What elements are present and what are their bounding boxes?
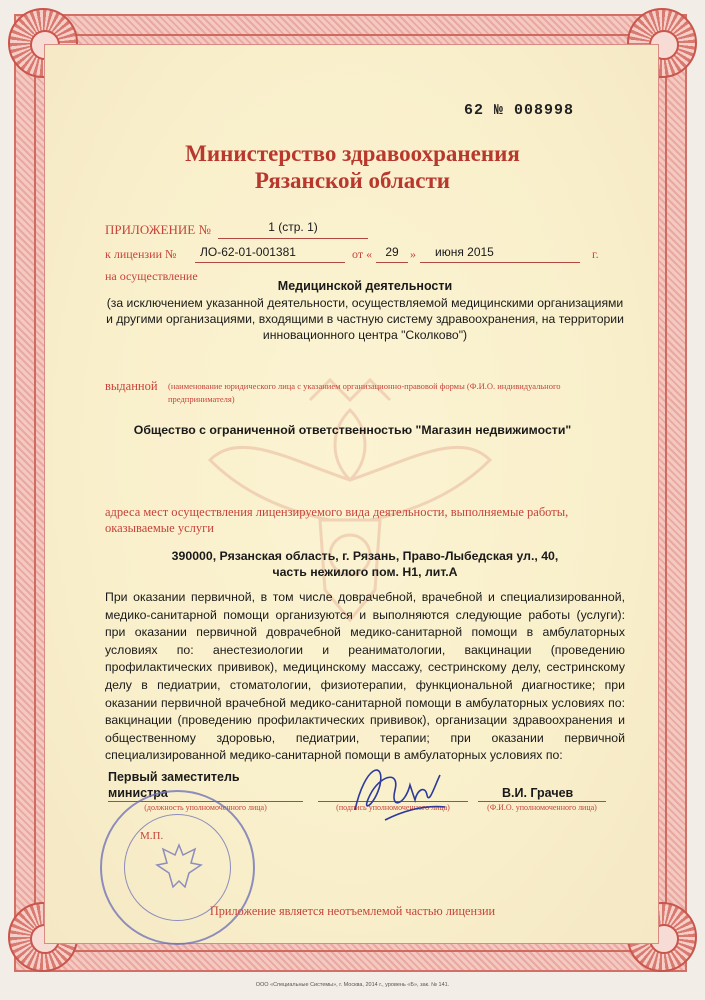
organization-name: Общество с ограниченной ответственностью "Магазин недвижимости" bbox=[133, 423, 572, 437]
activity-note: (за исключением указанной деятельности, осуществляемой медицинскими организациями и другими организациями, входящими в частную систему здравоохранения, на территории инновационного центра "Сколково") bbox=[106, 296, 624, 342]
activity-label: на осуществление bbox=[105, 269, 198, 283]
signer-position-line2: министра bbox=[108, 786, 168, 800]
signature-caption: (подпись уполномоченного лица) bbox=[336, 803, 450, 812]
ministry-title-line1: Министерство здравоохранения bbox=[185, 141, 520, 166]
date-day-close: » bbox=[410, 247, 416, 261]
position-caption: (должность уполномоченного лица) bbox=[144, 803, 267, 812]
day-underline bbox=[376, 262, 408, 263]
name-caption: (Ф.И.О. уполномоченного лица) bbox=[487, 803, 597, 812]
license-label: к лицензии № bbox=[105, 247, 177, 261]
serial-number: 62 № 008998 bbox=[464, 102, 575, 119]
address-line2: часть нежилого пом. Н1, лит.А bbox=[272, 565, 458, 579]
appendix-underline bbox=[218, 238, 368, 239]
date-from-label: от « bbox=[352, 247, 373, 261]
printer-footer: ООО «Специальные Системы», г. Москва, 2014 г., уровень «Б», зак. № 141. bbox=[255, 982, 450, 988]
signer-position-line1: Первый заместитель bbox=[108, 770, 240, 784]
signer-name: В.И. Грачев bbox=[502, 786, 574, 800]
appendix-note: Приложение является неотъемлемой частью лицензии bbox=[209, 904, 496, 918]
name-underline bbox=[478, 801, 606, 802]
address-line1: 390000, Рязанская область, г. Рязань, Право-Лыбедская ул., 40, bbox=[171, 549, 559, 563]
signature-icon bbox=[345, 755, 455, 830]
issued-note: (наименование юридического лица с указанием организационно-правовой формы (Ф.И.О. индивидуального предпринимателя) bbox=[168, 381, 561, 404]
official-stamp-icon bbox=[100, 790, 255, 945]
activity-title: Медицинской деятельности bbox=[277, 279, 453, 293]
month-underline bbox=[420, 262, 580, 263]
appendix-number: 1 (стр. 1) bbox=[268, 220, 318, 234]
issued-label: выданной bbox=[105, 379, 158, 393]
stamp-mp-label: М.П. bbox=[140, 830, 164, 842]
ministry-title-line2: Рязанской области bbox=[254, 168, 451, 193]
license-number: ЛО-62-01-001381 bbox=[200, 245, 296, 259]
services-paragraph: При оказании первичной, в том числе доврачебной, врачебной и специализированной, медико-санитарной помощи организуются и выполняются следующие работы (услуги): при оказании первичной доврачебной медико-санитарной помощи в амбулаторных условиях по: анестезиологии и реаниматологии, вакцинации (проведению профилактических прививок), медицинскому массажу, сестринскому делу, сестринскому делу в педиатрии, стоматологии, физиотерапии, функциональной диагностике; при оказании первичной врачебной медико-санитарной помощи в амбулаторных условиях по: вакцинации (проведению профилактических прививок), организации здравоохранения и общественному здоровью, педиатрии, терапии; при оказании первичной специализированной медико-санитарной помощи в амбулаторных условиях по: bbox=[105, 590, 625, 763]
license-underline bbox=[195, 262, 345, 263]
date-day: 29 bbox=[385, 245, 399, 259]
year-suffix: г. bbox=[592, 247, 599, 261]
date-month-year: июня 2015 bbox=[435, 245, 494, 259]
stamp-eagle-icon bbox=[149, 837, 209, 897]
address-label: адреса мест осуществления лицензируемого вида деятельности, выполняемые работы, оказываемые услуги bbox=[105, 505, 569, 535]
appendix-label: ПРИЛОЖЕНИЕ № bbox=[105, 222, 211, 237]
